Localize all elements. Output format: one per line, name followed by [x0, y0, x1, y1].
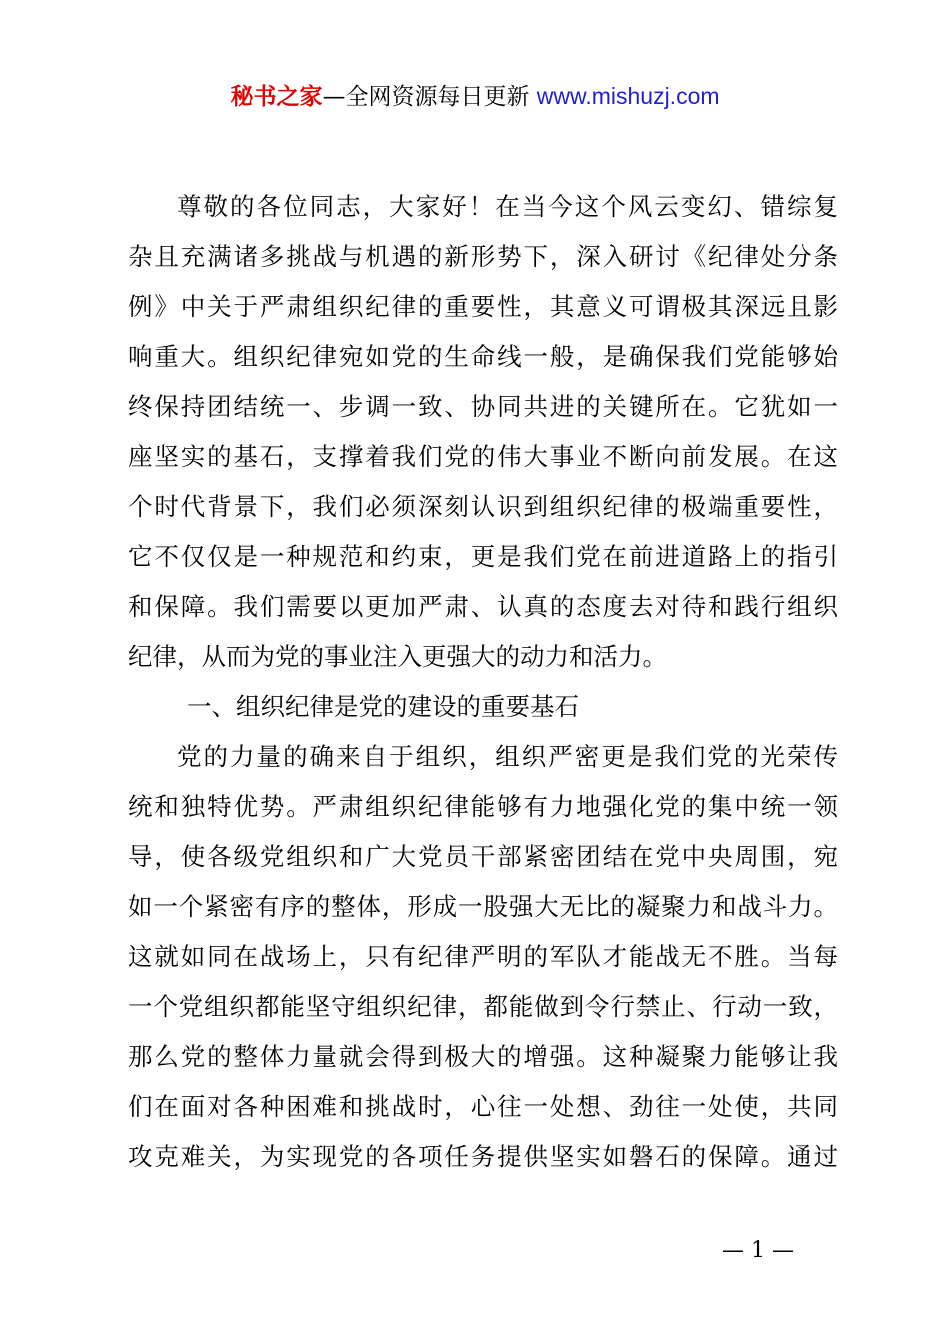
paragraph-line: 们在面对各种困难和挑战时，心往一处想、劲往一处使，共同 — [128, 1092, 838, 1121]
paragraph-line: 一个党组织都能坚守组织纪律，都能做到令行禁止、行动一致， — [128, 992, 838, 1021]
document-body — [128, 182, 838, 1182]
section-heading: 一、组织纪律是党的建设的重要基石 — [187, 692, 579, 721]
paragraph-line: 和保障。我们需要以更加严肃、认真的态度去对待和践行组织 — [128, 592, 838, 621]
paragraph-line: 响重大。组织纪律宛如党的生命线一般，是确保我们党能够始 — [128, 342, 838, 371]
document-header — [0, 78, 950, 115]
paragraph-line: 纪律，从而为党的事业注入更强大的动力和活力。 — [128, 642, 667, 671]
paragraph-line: 如一个紧密有序的整体，形成一股强大无比的凝聚力和战斗力。 — [128, 892, 838, 921]
paragraph-line: 导，使各级党组织和广大党员干部紧密团结在党中央周围，宛 — [128, 842, 838, 871]
paragraph-line: 例》中关于严肃组织纪律的重要性，其意义可谓极其深远且影 — [128, 292, 838, 321]
paragraph-line: 攻克难关，为实现党的各项任务提供坚实如磐石的保障。通过 — [128, 1142, 838, 1171]
paragraph-line: 统和独特优势。严肃组织纪律能够有力地强化党的集中统一领 — [128, 792, 838, 821]
header-tagline: —全网资源每日更新 — [322, 84, 537, 110]
paragraph-line: 党的力量的确来自于组织，组织严密更是我们党的光荣传 — [177, 742, 838, 771]
paragraph-line: 那么党的整体力量就会得到极大的增强。这种凝聚力能够让我 — [128, 1042, 838, 1071]
paragraph-line: 它不仅仅是一种规范和约束，更是我们党在前进道路上的指引 — [128, 542, 838, 571]
paragraph-line: 尊敬的各位同志，大家好！在当今这个风云变幻、错综复 — [177, 192, 838, 221]
brand-name: 秘书之家 — [230, 84, 323, 110]
paragraph-line: 杂且充满诸多挑战与机遇的新形势下，深入研讨《纪律处分条 — [128, 242, 838, 271]
paragraph-line: 个时代背景下，我们必须深刻认识到组织纪律的极端重要性， — [128, 492, 838, 521]
paragraph-line: 座坚实的基石，支撑着我们党的伟大事业不断向前发展。在这 — [128, 442, 838, 471]
paragraph-line: 终保持团结统一、步调一致、协同共进的关键所在。它犹如一 — [128, 392, 838, 421]
page-number: — 1 — — [722, 1238, 794, 1263]
site-url-link[interactable]: www.mishuzj.com — [536, 83, 720, 109]
paragraph-line: 这就如同在战场上，只有纪律严明的军队才能战无不胜。当每 — [128, 942, 838, 971]
